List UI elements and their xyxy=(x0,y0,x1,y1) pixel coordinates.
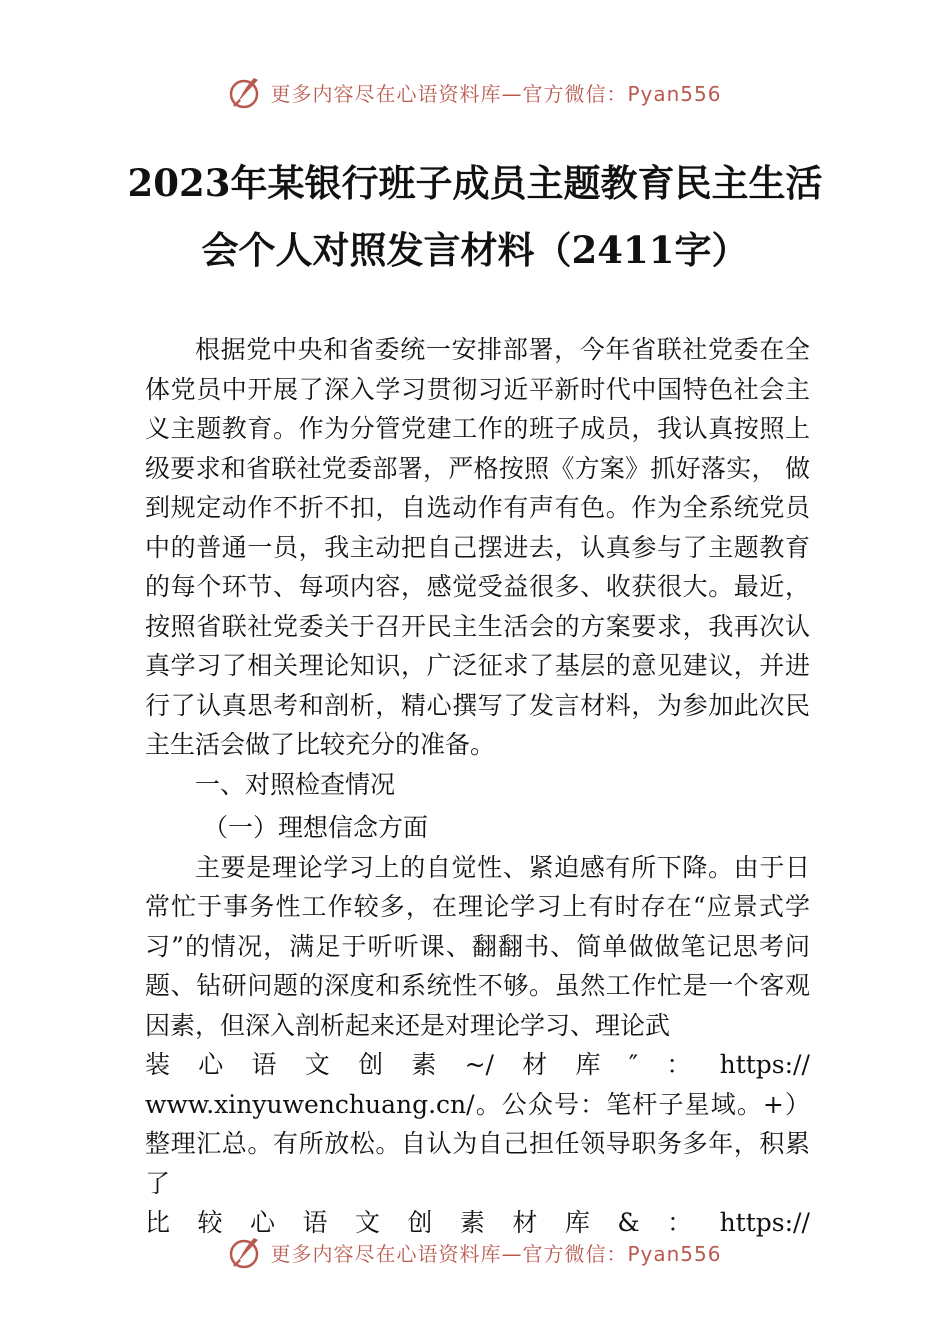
spread-char: 文 xyxy=(304,1050,330,1079)
spread-char: 创 xyxy=(358,1050,384,1079)
spread-char: ~/ xyxy=(464,1050,494,1079)
paragraph-2: 主要是理论学习上的自觉性、紧迫感有所下降。由于日常忙于事务性工作较多，在理论学习上有时存在“应景式学习”的情况，满足于听听课、翻翻书、简单做做笔记思考问题、钻研问题的深度和系统性不够。虽然工作忙是一个客观因素，但深入剖析起来还是对理论学习、理论武 xyxy=(145,852,810,1040)
spread-char: 装 xyxy=(145,1050,171,1079)
spread-char: ： xyxy=(666,1050,692,1079)
spread-line-1 xyxy=(145,1045,810,1085)
spread-char: ″ xyxy=(628,1050,639,1079)
spread-char: 语 xyxy=(302,1208,328,1237)
quill-logo-icon xyxy=(228,74,264,110)
header-watermark-banner xyxy=(0,72,950,112)
banner-text: 更多内容尽在心语资料库—官方微信：Pyan556 xyxy=(270,1241,722,1266)
footer-watermark-banner xyxy=(0,1232,950,1272)
intro-paragraph: 根据党中央和省委统一安排部署，今年省联社党委在全体党员中开展了深入学习贯彻习近平新时代中国特色社会主义主题教育。作为分管党建工作的班子成员，我认真按照上级要求和省联社党委部署，严格按照《方案》抓好落实， 做到规定动作不折不扣，自选动作有声有色。作为全系统党员中的普通一员，我主动把自己摆进去，认真参与了主题教育的每个环节、每项内容，感觉受益很多、收获很大。最近， 按照省联社党委关于召开民主生活会的方案要求，我再次认真学习了相关理论知识，广泛征求了基层的意见建议，并进行了认真思考和剖析，精心撰写了发言材料，为参加此次民主生活会做了比较充分的准备。 xyxy=(145,335,810,759)
spread-char: https:// xyxy=(719,1050,810,1079)
spread-char: 语 xyxy=(251,1050,277,1079)
section-heading: 一、对照检查情况 xyxy=(195,769,396,799)
spread-char: 心 xyxy=(198,1050,224,1079)
quill-logo-icon xyxy=(228,1234,264,1270)
spread-char: 材 xyxy=(512,1208,538,1237)
spread-char: 库 xyxy=(575,1050,601,1079)
spread-char: & xyxy=(617,1208,640,1237)
spread-char: 心 xyxy=(249,1208,275,1237)
spread-char: 库 xyxy=(564,1208,590,1237)
document-body xyxy=(145,330,810,1243)
subsection-heading: （一）理想信念方面 xyxy=(203,813,429,842)
spread-char: https:// xyxy=(719,1208,810,1237)
banner-text: 更多内容尽在心语资料库—官方微信：Pyan556 xyxy=(270,81,722,106)
document-title-line-1: 2023年某银行班子成员主题教育民主生活 xyxy=(127,161,823,205)
spread-char: 素 xyxy=(411,1050,437,1079)
spread-char: 较 xyxy=(197,1208,223,1237)
spread-char: 材 xyxy=(522,1050,548,1079)
spread-char: 素 xyxy=(459,1208,485,1237)
paragraph-2-continued: www.xinyuwenchuang.cn/。公众号：笔杆子星域。+）整理汇总。有所放松。自认为自己担任领导职务多年，积累了 xyxy=(145,1089,810,1198)
spread-char: 比 xyxy=(145,1208,171,1237)
spread-char: ： xyxy=(667,1208,693,1237)
document-title-line-2: 会个人对照发言材料（2411字） xyxy=(201,228,749,272)
spread-char: 创 xyxy=(407,1208,433,1237)
spread-char: 文 xyxy=(354,1208,380,1237)
